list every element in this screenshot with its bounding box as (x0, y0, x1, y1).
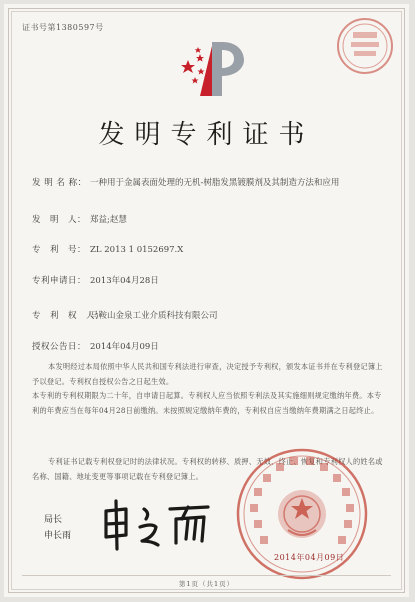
red-stamp-icon (335, 16, 395, 76)
certificate-statement-1 (32, 360, 384, 418)
application-date-value: 2013年04月28日 (90, 276, 159, 286)
certificate-statement-2: 专利证书记载专利权登记时的法律状况。专利权的转移、质押、无效、终止、恢复和专利权人的姓名或名称、国籍、地址变更等事项记载在专利登记簿上。 (32, 457, 383, 481)
invention-name-value: 一种用于金属表面处理的无机-树脂发黑镀膜剂及其制造方法和应用 (90, 178, 340, 188)
inventor-row (32, 213, 127, 225)
handwritten-signature-icon (96, 497, 216, 552)
statement-term: 本专利的专利权期限为二十年，自申请日起算。专利权人应当依照专利法及其实施细则规定缴纳年费。本专利的年费应当在每年04月28日前缴纳。未按照规定缴纳年费的，专利权自应当缴纳年费期满之日起终止。 (32, 391, 382, 415)
page-number: 第1页（共1页） (178, 580, 235, 588)
application-date-row (32, 274, 159, 286)
patent-certificate (4, 4, 409, 597)
inventor-label: 发 明 人： (32, 215, 87, 225)
grant-date-row (32, 340, 159, 352)
patent-number-label: 专 利 号： (32, 245, 87, 255)
seal-date: 2014年04月09日 (274, 553, 345, 562)
grant-date-label: 授权公告日： (32, 342, 87, 352)
statement-grant: 本发明经过本局依照中华人民共和国专利法进行审查，决定授予专利权，颁发本证书并在专利登记簿上予以登记。专利权自授权公告之日起生效。 (32, 362, 383, 386)
patent-number-value: ZL 2013 1 0152697.X (90, 245, 184, 255)
application-date-label: 专利申请日： (32, 276, 87, 286)
sipo-logo-icon (174, 38, 249, 100)
patentee-value: 马鞍山金泉工业介质科技有限公司 (90, 311, 218, 321)
certificate-title: 发明专利证书 (98, 120, 315, 150)
patentee-label: 专 利 权 人： (32, 311, 105, 321)
grant-date-value: 2014年04月09日 (90, 342, 159, 352)
patent-number-row (32, 243, 183, 255)
invention-name-label: 发 明 名 称： (32, 178, 87, 188)
director-name: 申长雨 (44, 531, 72, 541)
footer-divider (22, 575, 391, 576)
national-emblem-seal-icon (232, 444, 372, 584)
certificate-number: 证书号第1380597号 (22, 23, 104, 32)
director-title: 局长 (44, 515, 63, 525)
patentee-row (32, 309, 218, 321)
invention-name-row (32, 176, 339, 188)
inventor-value: 郑益;赵慧 (90, 215, 127, 225)
